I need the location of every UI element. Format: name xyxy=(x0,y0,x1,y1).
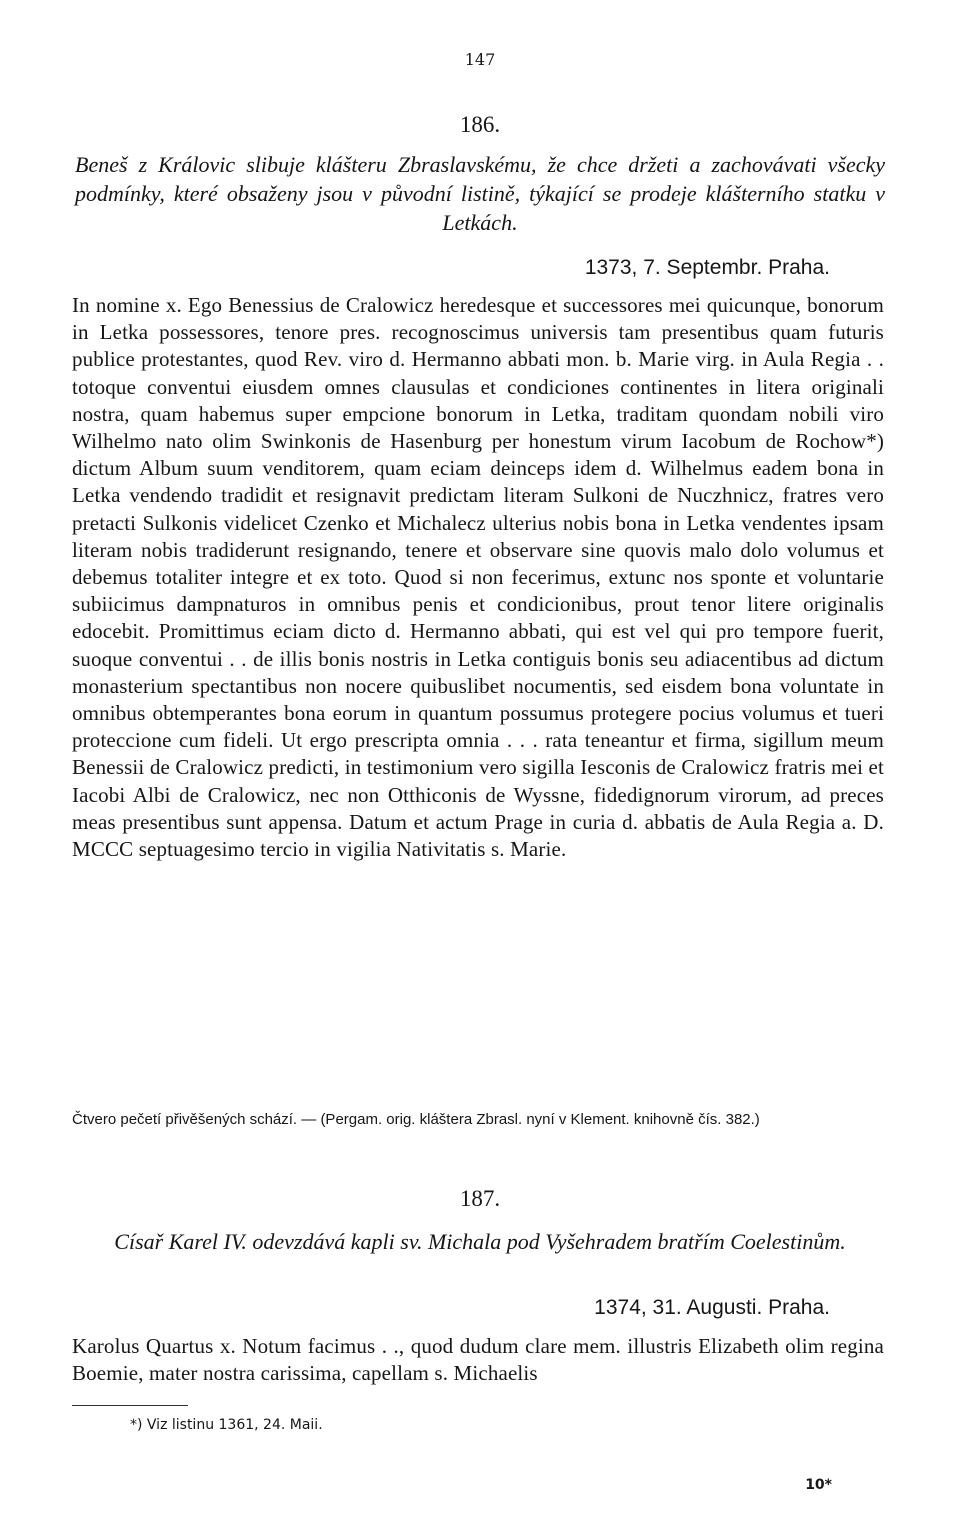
footnote-divider xyxy=(72,1405,188,1406)
signature-mark: 10* xyxy=(805,1477,832,1493)
document-heading: Beneš z Královic slibuje klášteru Zbraslavskému, že chce držeti a zachovávati všecky podmínky, které obsaženy jsou v původní listině, týkající se prodeje klášterního statku v Letkách. xyxy=(75,152,885,235)
page-number: 147 xyxy=(464,50,496,69)
document-text: Karolus Quartus x. Notum facimus . ., quod dudum clare mem. illustris Elizabeth olim regina Boemie, mater nostra carissima, capellam s. Michaelis xyxy=(72,1334,884,1386)
document-note: Čtvero pečetí přivěšených schází. — (Pergam. orig. kláštera Zbrasl. nyní v Klement. knihovně čís. 382.) xyxy=(72,1111,760,1128)
document-heading: Císař Karel IV. odevzdává kapli sv. Michala pod Vyšehradem bratřím Coelestinům. xyxy=(114,1229,846,1254)
footnote: *) Viz listinu 1361, 24. Maii. xyxy=(130,1417,323,1433)
document-dateline: 1373, 7. Septembr. Praha. xyxy=(584,256,830,279)
document-text: In nomine x. Ego Benessius de Cralowicz heredesque et successores mei quicunque, bonorum in Letka possessores, tenore pres. recognoscimus universis tam presentibus quam futuris publice protestantes, quod Rev. viro d. Hermanno abbati mon. b. Marie virg. in Aula Regia . . totoque conventui eiusdem omnes clausulas et condiciones continentes in litera originali nostra, quam habemus super empcione bonorum in Letka, traditam quondam nobili viro Wilhelmo nato olim Swinkonis de Hasenburg per honestum virum Iacobum de Rochow*) dictum Album suum venditorem, quam eciam deinceps idem d. Wilhelmus eadem bona in Letka vendendo tradidit et resignavit predictam literam Sulkoni de Nuczhnicz, fratres vero pretacti Sulkonis videlicet Czenko et Michalecz ulterius nobis bona in Letka vendentes ipsam literam nobis tradiderunt resignando, tenere et observare sine quovis malo dolo volumus et debemus totaliter integre et ex toto. Quod si non fecerimus, extunc nos sponte et voluntarie subiicimus dampnaturos in omnibus penis et condicionibus, prout tenor litere originalis edocebit. Promittimus eciam dicto d. Hermanno abbati, qui est vel qui pro tempore fuerit, suoque conventui . . de illis bonis nostris in Letka contiguis bonis seu adiacentibus ad dictum monasterium spectantibus non nocere quibuslibet nocumentis, sed eisdem bona voluntate in omnibus obtemperantes bona eorum in quantum possumus protegere pocius volumus et tueri proteccione cum fideli. Ut ergo prescripta omnia . . . rata teneantur et firma, sigillum meum Benessii de Cralowicz predicti, in testimonium vero sigilla Iesconis de Cralowicz fratris mei et Iacobi Albi de Cralowicz, nec non Otthiconis de Wyssne, fidedignorum virorum, ad preces meas presentibus sunt appensa. Datum et actum Prage in curia d. abbatis de Aula Regia a. D. MCCC septuagesimo tercio in vigilia Nativitatis s. Marie. xyxy=(72,293,884,862)
document-dateline: 1374, 31. Augusti. Praha. xyxy=(594,1296,830,1319)
document-number: 187. xyxy=(459,1186,501,1211)
document-number: 186. xyxy=(459,112,501,137)
